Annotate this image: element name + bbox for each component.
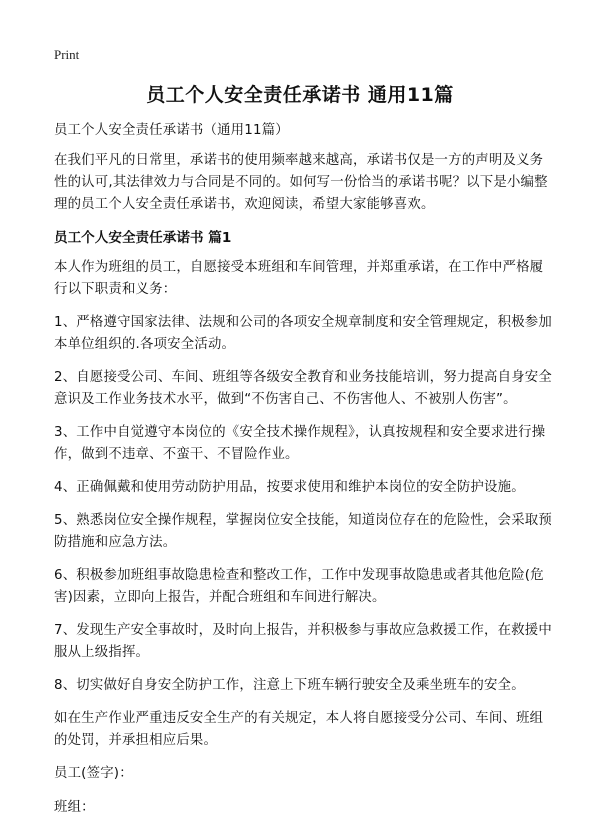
list-item: 3、工作中自觉遵守本岗位的《安全技术操作规程》，认真按规程和安全要求进行操作，做到不违章、不蛮干、不冒险作业。 [54,425,546,462]
list-item: 2、自愿接受公司、车间、班组等各级安全教育和业务技能培训，努力提高自身安全意识及工作业务技术水平，做到“不伤害自己、不伤害他人、不被别人伤害”。 [54,370,552,407]
employee-signature-line: 员工(签字)： [54,766,133,781]
list-item: 8、切实做好自身安全防护工作，注意上下班车辆行驶安全及乘坐班车的安全。 [54,678,525,693]
opening-paragraph: 本人作为班组的员工，自愿接受本班组和车间管理，并郑重承诺，在工作中严格履行以下职责和义务： [54,260,544,297]
list-item: 4、正确佩戴和使用劳动防护用品，按要求使用和维护本岗位的安全防护设施。 [54,480,525,495]
document-subtitle: 员工个人安全责任承诺书（通用11篇） [54,123,289,138]
section-heading: 员工个人安全责任承诺书 篇1 [54,230,232,246]
page-title: 员工个人安全责任承诺书 通用11篇 [146,84,454,106]
team-signature-line: 班组： [54,800,95,815]
list-item: 7、发现生产安全事故时，及时向上报告，并积极参与事故应急救援工作，在救援中服从上级指挥。 [54,623,552,660]
list-item: 1、严格遵守国家法律、法规和公司的各项安全规章制度和安全管理规定，积极参加本单位组织的.各项安全活动。 [54,315,552,352]
document-body [54,120,554,831]
intro-paragraph: 在我们平凡的日常里，承诺书的使用频率越来越高，承诺书仅是一方的声明及义务性的认可,其法律效力与合同是不同的。如何写一份恰当的承诺书呢？以下是小编整理的员工个人安全责任承诺书，欢迎阅读，希望大家能够喜欢。 [54,153,548,212]
list-item: 6、积极参加班组事故隐患检查和整改工作，工作中发现事故隐患或者其他危险(危害)因素，立即向上报告，并配合班组和车间进行解决。 [54,568,544,605]
closing-paragraph: 如在生产作业严重违反安全生产的有关规定，本人将自愿接受分公司、车间、班组的处罚，并承担相应后果。 [54,711,544,748]
list-item: 5、熟悉岗位安全操作规程，掌握岗位安全技能，知道岗位存在的危险性，会采取预防措施和应急方法。 [54,513,552,550]
print-link[interactable]: Print [54,47,80,62]
